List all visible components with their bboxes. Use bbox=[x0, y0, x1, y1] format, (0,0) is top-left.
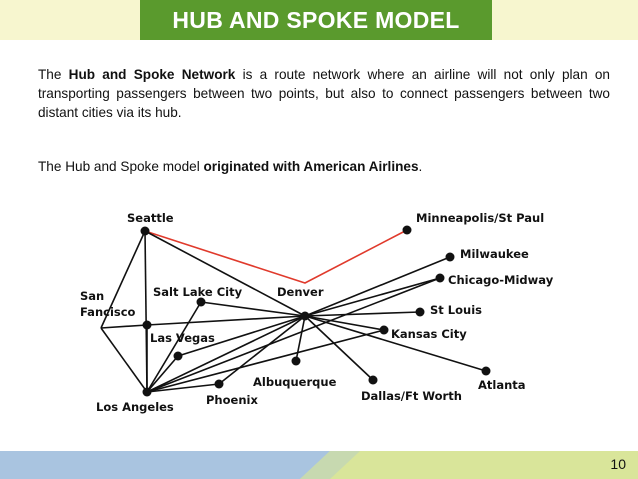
label-atlanta: Atlanta bbox=[478, 378, 526, 392]
route-denver-phoenix bbox=[219, 316, 305, 384]
label-dallas: Dallas/Ft Worth bbox=[361, 389, 462, 403]
label-albuquerque: Albuquerque bbox=[253, 375, 337, 389]
route-denver-seattle bbox=[145, 231, 305, 316]
paragraph-text: The bbox=[38, 67, 69, 82]
dot-lasvegas bbox=[174, 352, 183, 361]
dot-stlouis bbox=[416, 308, 425, 317]
dot-albuquerque bbox=[292, 357, 301, 366]
label-lasvegas: Las Vegas bbox=[150, 331, 215, 345]
label-milwaukee: Milwaukee bbox=[460, 247, 529, 261]
label-phoenix: Phoenix bbox=[206, 393, 258, 407]
label-saltlake: Salt Lake City bbox=[153, 285, 243, 299]
dot-atlanta bbox=[482, 367, 491, 376]
paragraph-text: is a route network where an airline will not only plan on transporting passengers between two points, but also to connect passengers between two distant cities via its hub. bbox=[38, 67, 610, 120]
route-la-seattle-west bbox=[101, 328, 147, 392]
route-seattle-minneapolis bbox=[145, 230, 407, 283]
paragraph-text: . bbox=[418, 159, 423, 174]
route-denver-saltlake bbox=[201, 302, 305, 316]
dot-denver bbox=[301, 312, 310, 321]
paragraph-emphasis: originated with American Airlines bbox=[203, 159, 419, 174]
label-kansascity: Kansas City bbox=[391, 327, 467, 341]
label-sanfrancisco-line1: San bbox=[80, 289, 105, 303]
label-stlouis: St Louis bbox=[430, 303, 482, 317]
dot-minneapolis bbox=[403, 226, 412, 235]
dot-losangeles bbox=[143, 388, 152, 397]
dot-dallas bbox=[369, 376, 378, 385]
dot-chicago bbox=[436, 274, 445, 283]
dot-seattle bbox=[141, 227, 150, 236]
label-minneapolis: Minneapolis/St Paul bbox=[416, 211, 545, 225]
footer-band bbox=[0, 451, 638, 479]
dot-kansascity bbox=[380, 326, 389, 335]
dot-sanfrancisco bbox=[143, 321, 152, 330]
route-denver-stlouis bbox=[305, 312, 420, 316]
label-chicago: Chicago-Midway bbox=[448, 273, 554, 287]
label-seattle: Seattle bbox=[127, 211, 174, 225]
slide-title: HUB AND SPOKE MODEL bbox=[172, 7, 460, 33]
dot-phoenix bbox=[215, 380, 224, 389]
route-denver-milwaukee bbox=[305, 257, 450, 316]
paragraph-emphasis: Hub and Spoke Network bbox=[68, 67, 236, 82]
label-losangeles: Los Angeles bbox=[96, 400, 174, 414]
label-sanfrancisco-line2: Fancisco bbox=[80, 305, 136, 319]
paragraph-text: The Hub and Spoke model bbox=[38, 159, 204, 174]
route-sanfrancisco-connector bbox=[101, 325, 147, 328]
page-number: 10 bbox=[610, 456, 626, 472]
label-denver: Denver bbox=[277, 285, 324, 299]
dot-milwaukee bbox=[446, 253, 455, 262]
